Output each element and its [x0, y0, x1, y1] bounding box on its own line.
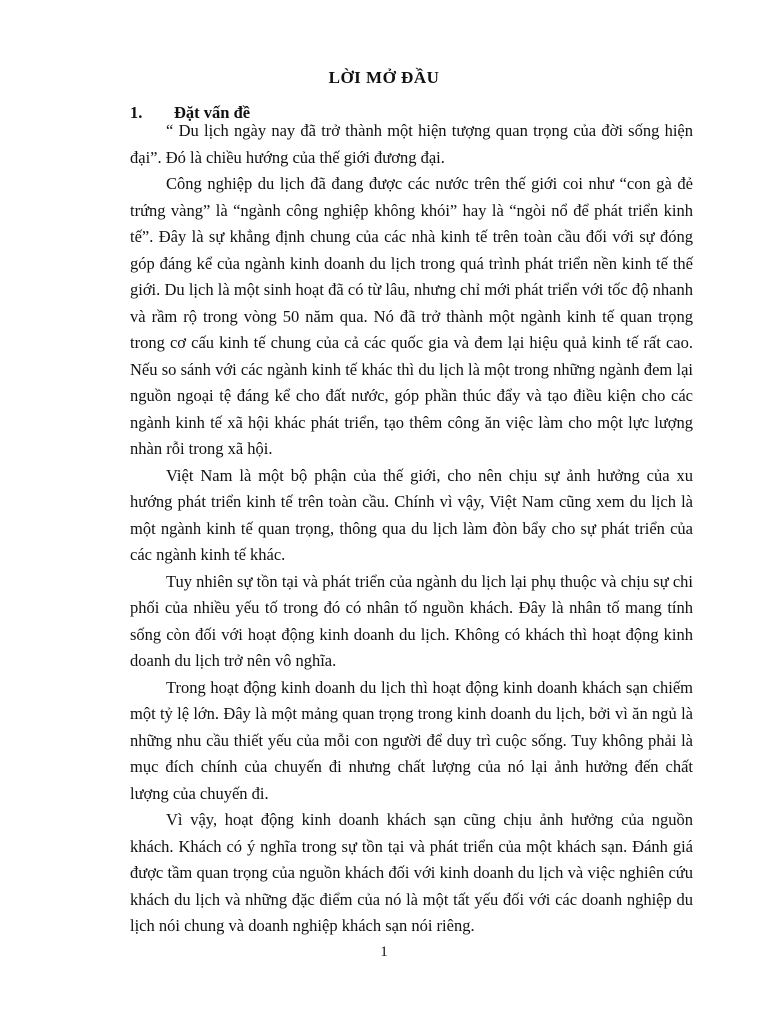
section-title: Đặt vấn đề [174, 103, 251, 122]
paragraph: Tuy nhiên sự tồn tại và phát triển của ngành du lịch lại phụ thuộc và chịu sự chi phối của nhiều yếu tố trong đó có nhân tố nguồn khách. Đây là nhân tố mang tính sống còn đối với hoạt động kinh doanh du lịch. Không có khách thì hoạt động kinh doanh du lịch trở nên vô nghĩa. [130, 571, 693, 670]
page-title: LỜI MỞ ĐẦU [328, 68, 440, 87]
paragraph: Việt Nam là một bộ phận của thế giới, cho nên chịu sự ảnh hưởng của xu hướng phát triển kinh tế trên toàn cầu. Chính vì vậy, Việt Nam cũng xem du lịch là một ngành kinh tế quan trọng, thông qua du lịch làm đòn bẩy cho sự phát triển của các ngành kinh tế khác. [130, 465, 693, 564]
page-number: 1 [380, 944, 388, 960]
paragraph: Công nghiệp du lịch đã đang được các nước trên thế giới coi như “con gà đẻ trứng vàng” là “ngành công nghiệp không khói” hay là “ngòi nổ để phát triển kinh tế”. Đây là sự khẳng định chung của các nhà kinh tế trên toàn cầu đối với sự đóng góp đáng kể của ngành kinh doanh du lịch trong quá trình phát triển nền kinh tế thế giới. Du lịch là một sinh hoạt đã có từ lâu, nhưng chỉ mới phát triển với tốc độ nhanh và rầm rộ trong vòng 50 năm qua. Nó đã trở thành một ngành kinh tế quan trọng trong cơ cấu kinh tế chung của cả các quốc gia và đem lại hiệu quả kinh tế rất cao. Nếu so sánh với các ngành kinh tế khác thì du lịch là một trong những ngành đem lại nguồn ngoại tệ đáng kể cho đất nước, góp phần thúc đẩy và tạo điều kiện cho các ngành kinh tế xã hội khác phát triển, tạo thêm công ăn việc làm cho một lực lượng nhàn rỗi trong xã hội. [130, 174, 693, 458]
paragraph: “ Du lịch ngày nay đã trở thành một hiện tượng quan trọng của đời sống hiện đại”. Đó là chiều hướng của thế giới đương đại. [130, 121, 693, 167]
body-text [130, 118, 693, 940]
section-number: 1. [130, 103, 143, 122]
paragraph: Vì vậy, hoạt động kinh doanh khách sạn cũng chịu ảnh hưởng của nguồn khách. Khách có ý nghĩa trong sự tồn tại và phát triển của một khách sạn. Đánh giá được tầm quan trọng của nguồn khách đối với kinh doanh du lịch và việc nghiên cứu khách du lịch và những đặc điểm của nó là một tất yếu đối với các doanh nghiệp du lịch nói chung và doanh nghiệp khách sạn nói riêng. [130, 810, 693, 935]
paragraph: Trong hoạt động kinh doanh du lịch thì hoạt động kinh doanh khách sạn chiếm một tỷ lệ lớn. Đây là một mảng quan trọng trong kinh doanh du lịch, bởi vì ăn ngủ là những nhu cầu thiết yếu của mỗi con người để duy trì cuộc sống. Tuy không phải là mục đích chính của chuyến đi nhưng chất lượng của nó lại ảnh hưởng đến chất lượng của chuyến đi. [130, 677, 693, 803]
